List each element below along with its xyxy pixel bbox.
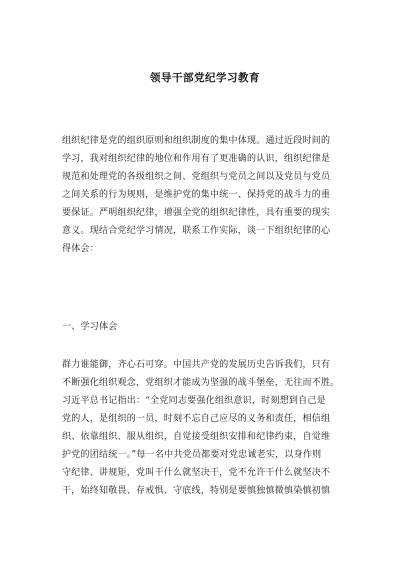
paragraph-line: 要保证。严明组织纪律，增强全党的组织纪律性，具有重要的现实 [62,208,331,218]
paragraph-line: 组织纪律是党的组织原则和组织制度的集中体现。通过近段时间的 [62,136,331,146]
paragraph-line: 规范和处理党的各级组织之间、党组织与党员之间以及党员与党员 [62,172,331,182]
paragraph-line: 干，始终知敬畏、存戒惧、守底线，特别是要慎独慎微慎染慎初慎 [62,486,331,496]
document-title: 领导干部党纪学习教育 [150,72,260,84]
paragraph-line: 织、依靠组织、服从组织，自觉接受组织安排和纪律约束，自觉维 [62,432,331,442]
paragraph-intro [62,132,352,258]
paragraph-line: 群力谁能御，齐心石可穿。中国共产党的发展历史告诉我们，只有 [62,360,331,370]
paragraph-line: 守纪律、讲规矩，党叫干什么就坚决干，党不允许干什么就坚决不 [62,468,331,478]
paragraph-line: 党的人，是组织的一员，时刻不忘自己应尽的义务和责任，相信组 [62,414,331,424]
section-heading: 一、学习体会 [62,322,118,332]
section-heading-block [62,318,352,336]
paragraph-line: 意义。现结合党纪学习情况，联系工作实际，谈一下组织纪律的心 [62,226,331,236]
paragraph-line: 不断强化组织观念，党组织才能成为坚强的战斗堡垒，无往而不胜。 [62,378,340,388]
paragraph-line: 之间关系的行为规则，是维护党的集中统一、保持党的战斗力的重 [62,190,331,200]
paragraph-line: 得体会： [62,244,100,254]
paragraph-line: 习近平总书记指出：“全党同志要强化组织意识，时刻想到自己是 [62,396,326,406]
paragraph-study-experience [62,356,352,500]
paragraph-line: 护党的团结统一。”每一名中共党员都要对党忠诚老实，以身作则 [62,450,322,460]
paragraph-line: 学习，我对组织纪律的地位和作用有了更准确的认识，组织纪律是 [62,154,331,164]
